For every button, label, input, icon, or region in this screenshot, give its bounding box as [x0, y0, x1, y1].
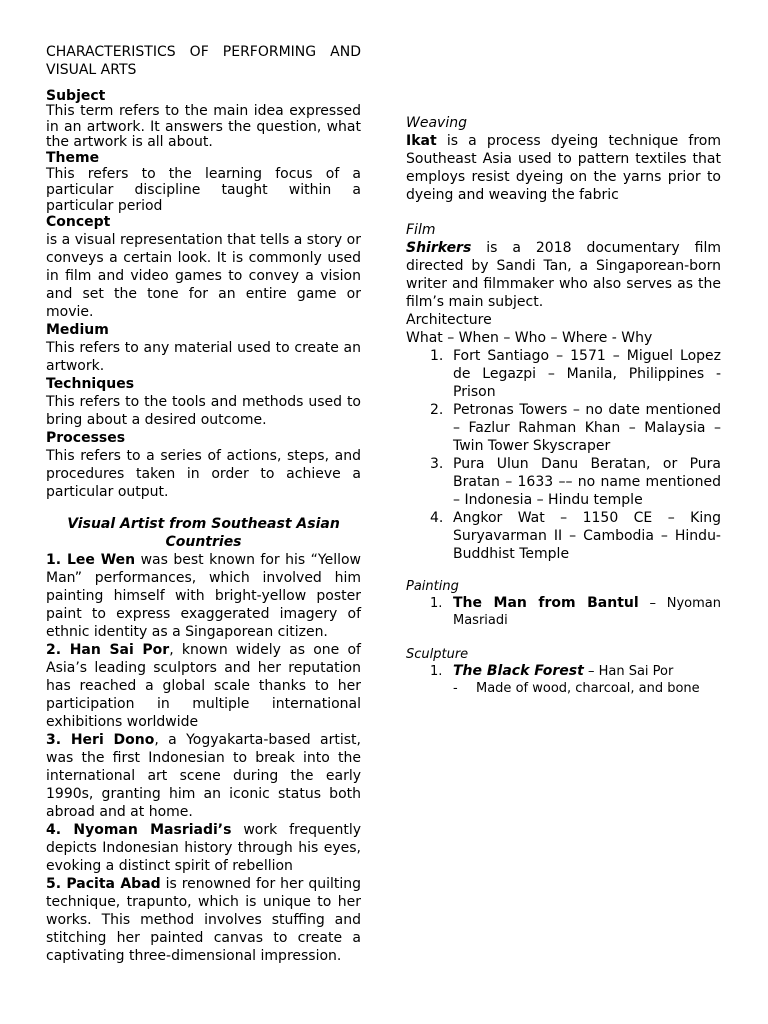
- term-definition: This term refers to the main idea expressed in an artwork. It answers the question, what the artwork is all about.: [46, 103, 361, 150]
- painting-title: The Man from Bantul: [453, 595, 639, 611]
- artist-description: , known widely as one of Asia’s leading sculptors and her reputation has reached a global scale thanks to her participation in multiple international exhibitions worldwide: [46, 642, 361, 730]
- painting-list: [406, 595, 721, 629]
- artist-entry: [46, 875, 361, 965]
- sculpture-detail-text: Made of wood, charcoal, and bone: [476, 681, 700, 696]
- artist-entry: [46, 821, 361, 875]
- architecture-list: [406, 347, 721, 563]
- term-processes: [46, 429, 361, 501]
- term-medium: [46, 321, 361, 375]
- term-definition: This refers to any material used to create an artwork.: [46, 339, 361, 374]
- term-heading: Concept: [46, 213, 111, 230]
- term-heading: Subject: [46, 88, 106, 104]
- term-definition: is a visual representation that tells a story or conveys a certain look. It is commonly used in film and video games to convey a vision and set the tone for an entire game or movie.: [46, 231, 361, 320]
- artist-name: 2. Han Sai Por: [46, 642, 170, 658]
- list-number: 1.: [430, 596, 443, 611]
- artist-description: , a Yogyakarta-based artist, was the first Indonesian to break into the international art scene during the early 1990s, granting him an iconic status both abroad and at home.: [46, 732, 361, 820]
- artist-name: 4. Nyoman Masriadi’s: [46, 822, 232, 838]
- artist-name: 5. Pacita Abad: [46, 876, 161, 892]
- film-title: Shirkers: [406, 240, 472, 256]
- artist-entry: [46, 731, 361, 821]
- list-item-text: Petronas Towers – no date mentioned – Fazlur Rahman Khan – Malaysia – Twin Tower Skyscraper: [453, 402, 721, 454]
- term-heading: Processes: [46, 429, 126, 446]
- artists-heading: Visual Artist from Southeast Asian Countries: [67, 516, 340, 550]
- term-heading: Theme: [46, 149, 100, 166]
- architecture-subheading: What – When – Who – Where - Why: [406, 330, 653, 346]
- list-item-text: Angkor Wat – 1150 CE – King Suryavarman II – Cambodia – Hindu-Buddhist Temple: [453, 510, 721, 562]
- list-item-text: Fort Santiago – 1571 – Miguel Lopez de Legazpi – Manila, Philippines - Prison: [453, 348, 721, 400]
- term-concept: [46, 214, 361, 321]
- artist-description: was best known for his “Yellow Man” performances, which involved him painting himself with bright-yellow poster paint to express exaggerated imagery of ethnic identity as a Singaporean citizen.: [46, 552, 362, 640]
- term-theme: [46, 151, 361, 214]
- film-heading: Film: [406, 222, 436, 238]
- architecture-heading: Architecture: [406, 312, 492, 328]
- weaving-heading: Weaving: [406, 115, 467, 131]
- terms-section: [46, 88, 361, 501]
- weaving-text: [406, 132, 721, 204]
- term-definition: This refers to the tools and methods used to bring about a desired outcome.: [46, 393, 361, 428]
- list-item: [406, 509, 721, 563]
- sculpture-artist: – Han Sai Por: [583, 664, 674, 679]
- term-techniques: [46, 375, 361, 429]
- list-number: 4.: [430, 510, 444, 526]
- artist-name: 3. Heri Dono: [46, 732, 155, 748]
- list-number: 1.: [430, 664, 443, 679]
- term-definition: This refers to the learning focus of a particular discipline taught within a particular period: [46, 165, 361, 214]
- list-item: [406, 663, 721, 680]
- artist-name: 1. Lee Wen: [46, 552, 136, 568]
- list-item: [406, 595, 721, 629]
- sculpture-title: The Black Forest: [453, 663, 584, 679]
- sculpture-section: [406, 646, 721, 697]
- term-heading: Techniques: [46, 375, 135, 392]
- term-definition: This refers to a series of actions, steps, and procedures taken in order to achieve a particular output.: [46, 447, 361, 500]
- film-section: [406, 221, 721, 563]
- sculpture-heading: Sculpture: [406, 647, 469, 662]
- list-number: 2.: [430, 402, 444, 418]
- artist-entry: [46, 551, 361, 641]
- sculpture-detail: [406, 680, 721, 697]
- list-number: 1.: [430, 348, 444, 364]
- list-item: [406, 401, 721, 455]
- bullet-dash: -: [453, 681, 458, 696]
- term-heading: Medium: [46, 321, 109, 338]
- painting-section: [406, 578, 721, 629]
- artists-section: [46, 515, 361, 965]
- weaving-description: is a process dyeing technique from Southeast Asia used to pattern textiles that employs resist dyeing on the yarns prior to dyeing and weaving the fabric: [406, 133, 721, 203]
- film-text: [406, 239, 721, 311]
- weaving-section: [406, 114, 721, 204]
- artist-description: is renowned for her quilting technique, trapunto, which is unique to her works. This method involves stuffing and stitching her painted canvas to create a captivating three-dimensional impression.: [46, 876, 361, 964]
- artist-description: work frequently depicts Indonesian history through his eyes, evoking a distinct spirit of rebellion: [46, 822, 361, 874]
- list-item: [406, 347, 721, 401]
- list-item-text: Pura Ulun Danu Beratan, or Pura Bratan – 1633 –– no name mentioned – Indonesia – Hindu temple: [453, 456, 721, 508]
- sculpture-list: [406, 663, 721, 680]
- film-description: is a 2018 documentary film directed by Sandi Tan, a Singaporean-born writer and filmmaker who also serves as the film’s main subject.: [406, 240, 721, 310]
- weaving-term: Ikat: [406, 133, 437, 149]
- list-number: 3.: [430, 456, 444, 472]
- painting-heading: Painting: [406, 579, 459, 594]
- page-title: CHARACTERISTICS OF PERFORMING AND VISUAL ARTS: [46, 44, 361, 78]
- artist-entry: [46, 641, 361, 731]
- painting-artist: – Nyoman Masriadi: [453, 596, 721, 628]
- term-subject: [46, 88, 361, 151]
- list-item: [406, 455, 721, 509]
